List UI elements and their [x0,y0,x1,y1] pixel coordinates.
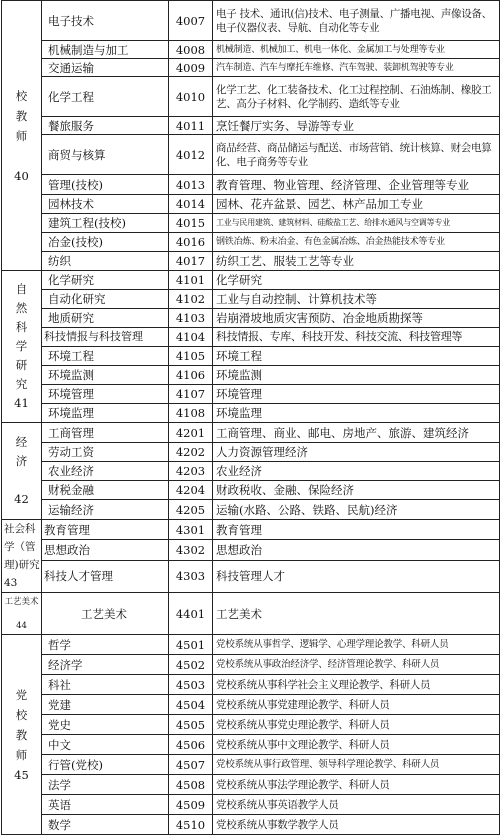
specialty-name: 行管(党校) [42,755,169,775]
specialty-name: 自动化研究 [42,290,169,309]
specialty-code: 4509 [169,795,213,815]
specialty-name: 地质研究 [42,309,169,328]
specialty-description: 园林、花卉盆景、园艺、林产品加工专业 [213,195,500,214]
specialty-code: 4017 [169,252,213,271]
specialty-name: 党史 [42,715,169,735]
table-row [2,755,500,775]
specialty-description: 机械制造、机械加工、机电一体化、金属加工与处理等专业 [213,41,500,59]
specialty-code: 4014 [169,195,213,214]
table-row [2,41,500,59]
specialty-name: 经济学 [42,655,169,675]
table-row [2,214,500,233]
table-row [2,328,500,347]
specialty-code: 4010 [169,77,213,117]
table-row [2,385,500,404]
specialty-code: 4102 [169,290,213,309]
specialty-name: 工商管理 [42,423,169,443]
table-row [2,695,500,715]
table-row [2,1,500,41]
specialty-code: 4103 [169,309,213,328]
table-row [2,655,500,675]
category-nature-research-41: 自 然 科 学 研 究 41 [2,271,42,423]
specialty-description: 科技情报、专库、科技开发、科技交流、科技管理等 [213,328,500,347]
table-row [2,59,500,77]
table-row [2,481,500,500]
specialty-code: 4108 [169,404,213,423]
specialty-description: 烹饪餐厅实务、导游等专业 [213,117,500,135]
specialty-description: 党校系统从事党史理论教学、科研人员 [213,715,500,735]
table-row [2,635,500,655]
table-row [2,77,500,117]
table-row [2,404,500,423]
specialty-code: 4502 [169,655,213,675]
specialty-code: 4016 [169,233,213,252]
category-party-school-45: 党 校 教 师 45 [2,635,42,835]
specialty-description: 党校系统从事法学理论教学、科研人员 [213,775,500,795]
specialty-description: 环境工程 [213,347,500,366]
specialty-name: 化学工程 [42,77,169,117]
table-row [2,233,500,252]
specialty-name: 园林技术 [42,195,169,214]
specialty-name: 管理(技校) [42,175,169,195]
specialty-code: 4510 [169,815,213,835]
table-row [2,560,500,592]
specialty-name: 商贸与核算 [42,135,169,175]
table-row [2,540,500,560]
specialty-description: 工业与民用建筑、建筑材料、硅酸盐工艺、给排水通风与空调等专业 [213,214,500,233]
specialty-description: 科技管理人才 [213,560,500,592]
specialty-name: 思想政治 [42,540,169,560]
specialty-code: 4205 [169,500,213,520]
table-row [2,520,500,540]
specialty-code: 4013 [169,175,213,195]
specialty-code: 4011 [169,117,213,135]
category-social-research-43: 社会科 学（管 理)研究 43 [2,520,42,593]
specialty-name: 中文 [42,735,169,755]
specialty-description: 人力资源管理经济 [213,443,500,462]
specialty-description: 化学研究 [213,271,500,290]
specialty-name: 餐旅服务 [42,117,169,135]
specialty-code: 4503 [169,675,213,695]
specialty-description: 电子 技术、通讯(信)技术、电子测量、广播电视、声像设备、电子仪器仪表、导航、自动化等专业 [213,1,500,41]
category-teacher-40: 校 教 师 40 [2,1,42,271]
specialty-code-table [1,0,500,835]
specialty-description: 环境监理 [213,404,500,423]
specialty-description: 环境管理 [213,385,500,404]
table-row [2,423,500,443]
specialty-description: 思想政治 [213,540,500,560]
specialty-code: 4101 [169,271,213,290]
specialty-name: 环境工程 [42,347,169,366]
specialty-code: 4007 [169,1,213,41]
specialty-description: 汽车制造、汽车与摩托车维修、汽车驾驶、装卸机驾驶等专业 [213,59,500,77]
specialty-name: 工艺美术 [42,593,169,635]
specialty-code: 4008 [169,41,213,59]
table-row [2,175,500,195]
specialty-code: 4201 [169,423,213,443]
specialty-description: 工业与自动控制、计算机技术等 [213,290,500,309]
specialty-description: 党校系统从事政治经济学、经济管理论教学、科研人员 [213,655,500,675]
table-row [2,135,500,175]
specialty-code: 4501 [169,635,213,655]
specialty-code: 4009 [169,59,213,77]
specialty-code: 4401 [169,593,213,635]
table-row [2,462,500,481]
specialty-name: 财税金融 [42,481,169,500]
table-row [2,500,500,520]
specialty-code: 4505 [169,715,213,735]
specialty-name: 环境监理 [42,404,169,423]
specialty-code: 4302 [169,540,213,560]
specialty-description: 党校系统从事行政管理、领导科学理论教学、科研人员 [213,755,500,775]
specialty-name: 冶金(技校) [42,233,169,252]
specialty-description: 钢铁冶炼、粉末冶金、有色金属冶炼、冶金热能技术等专业 [213,233,500,252]
table-row [2,252,500,271]
specialty-description: 化学工艺、化工装备技术、化工过程控制、石油炼制、橡胶工艺、高分子材料、化学制药、造纸等专业 [213,77,500,117]
specialty-name: 电子技术 [42,1,169,41]
table-row [2,675,500,695]
specialty-name: 数学 [42,815,169,835]
table-row [2,795,500,815]
table-row [2,775,500,795]
specialty-description: 运输(水路、公路、铁路、民航)经济 [213,500,500,520]
specialty-code: 4202 [169,443,213,462]
specialty-name: 化学研究 [42,271,169,290]
specialty-code: 4015 [169,214,213,233]
specialty-name: 运输经济 [42,500,169,520]
specialty-description: 环境监测 [213,366,500,385]
specialty-code: 4301 [169,520,213,540]
specialty-description: 财政税收、金融、保险经济 [213,481,500,500]
specialty-name: 机械制造与加工 [42,41,169,59]
specialty-name: 建筑工程(技校) [42,214,169,233]
specialty-code: 4107 [169,385,213,404]
specialty-description: 农业经济 [213,462,500,481]
specialty-code: 4105 [169,347,213,366]
table-row [2,443,500,462]
table-row [2,309,500,328]
specialty-name: 环境管理 [42,385,169,404]
specialty-description: 纺织工艺、服装工艺等专业 [213,252,500,271]
specialty-description: 党校系统从事党建理论教学、科研人员 [213,695,500,715]
specialty-name: 教育管理 [42,520,169,540]
specialty-description: 党校系统从事哲学、逻辑学、心理学理论教学、科研人员 [213,635,500,655]
specialty-description: 岩崩滑坡地质灾害预防、冶金地质勘探等 [213,309,500,328]
specialty-name: 科技情报与科技管理 [42,328,169,347]
specialty-name: 交通运输 [42,59,169,77]
table-row [2,290,500,309]
specialty-description: 商品经营、商品储运与配送、市场营销、统计核算、财会电算化、电子商务等专业 [213,135,500,175]
specialty-name: 法学 [42,775,169,795]
specialty-description: 党校系统从事英语教学人员 [213,795,500,815]
specialty-name: 英语 [42,795,169,815]
specialty-code: 4506 [169,735,213,755]
specialty-name: 科技人才管理 [42,560,169,592]
specialty-description: 工艺美术 [213,593,500,635]
specialty-description: 党校系统从事中文理论教学、科研人员 [213,735,500,755]
specialty-code: 4012 [169,135,213,175]
table-row [2,735,500,755]
specialty-code: 4203 [169,462,213,481]
table-row [2,347,500,366]
table-row [2,815,500,835]
specialty-name: 环境监测 [42,366,169,385]
specialty-description: 教育管理 [213,520,500,540]
table-row [2,715,500,735]
specialty-description: 工商管理、商业、邮电、房地产、旅游、建筑经济 [213,423,500,443]
specialty-description: 党校系统从事数学教学人员 [213,815,500,835]
table-row [2,117,500,135]
specialty-description: 党校系统从事科学社会主义理论教学、科研人员 [213,675,500,695]
category-economics-42: 经 济 42 [2,423,42,520]
specialty-code: 4106 [169,366,213,385]
specialty-code: 4104 [169,328,213,347]
specialty-code: 4303 [169,560,213,592]
specialty-code: 4504 [169,695,213,715]
specialty-name: 科社 [42,675,169,695]
specialty-name: 纺织 [42,252,169,271]
table-row [2,593,500,635]
specialty-code: 4508 [169,775,213,795]
specialty-name: 党建 [42,695,169,715]
specialty-name: 哲学 [42,635,169,655]
category-craft-44: 工艺美术 44 [2,593,42,635]
specialty-name: 劳动工资 [42,443,169,462]
specialty-description: 教育管理、物业管理、经济管理、企业管理等专业 [213,175,500,195]
table-row [2,366,500,385]
table-row [2,271,500,290]
specialty-code: 4507 [169,755,213,775]
specialty-code: 4204 [169,481,213,500]
specialty-name: 农业经济 [42,462,169,481]
table-row [2,195,500,214]
